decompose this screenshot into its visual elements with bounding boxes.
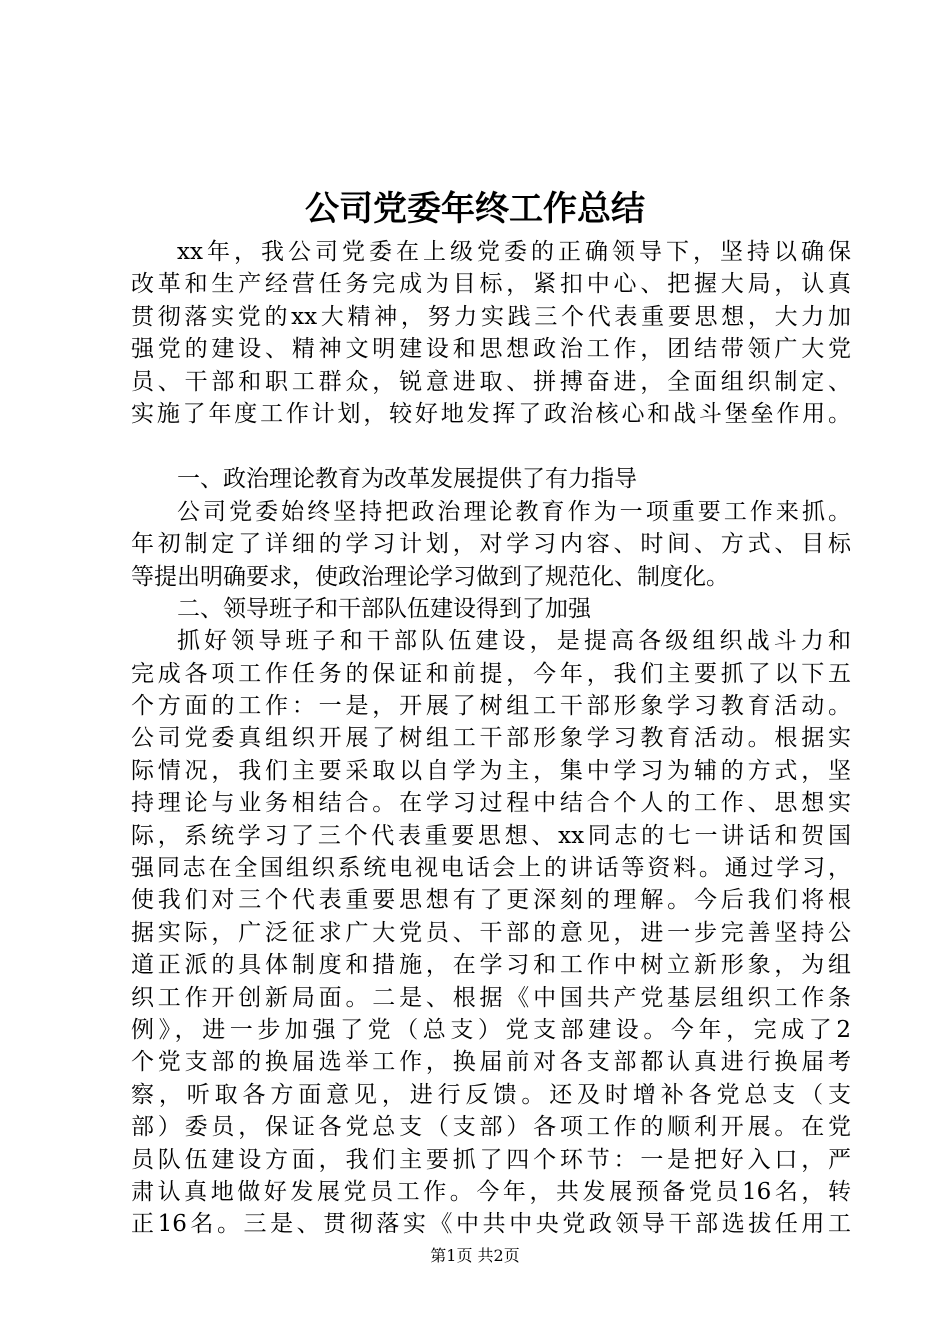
- text-line: xx年，我公司党委在上级党委的正确领导下，坚持以确保: [177, 239, 851, 265]
- text-line: 实施了年度工作计划，较好地发挥了政治核心和战斗堡垒作用。: [131, 400, 851, 427]
- paragraph-gap: [131, 430, 851, 463]
- text-line: 道正派的具体制度和措施，在学习和工作中树立新形象，为组: [131, 952, 851, 979]
- text-line: 际，系统学习了三个代表重要思想、xx同志的七一讲话和贺国: [131, 822, 851, 849]
- text-line: 员、干部和职工群众，锐意进取、拼搏奋进，全面组织制定、: [131, 368, 851, 395]
- text-line: 肃认真地做好发展党员工作。今年，共发展预备党员16名，转: [131, 1178, 851, 1205]
- text-line: 公司党委始终坚持把政治理论教育作为一项重要工作来抓。: [177, 498, 851, 525]
- text-line: 察，听取各方面意见，进行反馈。还及时增补各党总支（支: [131, 1081, 851, 1108]
- text-line: 完成各项工作任务的保证和前提，今年，我们主要抓了以下五: [131, 660, 851, 687]
- text-line: 例》，进一步加强了党（总支）党支部建设。今年，完成了2: [131, 1016, 851, 1043]
- page-footer: 第1页 共2页: [430, 1246, 520, 1265]
- text-line: 个方面的工作：一是，开展了树组工干部形象学习教育活动。: [131, 693, 851, 720]
- text-line: 部）委员，保证各党总支（支部）各项工作的顺利开展。在党: [131, 1114, 851, 1141]
- document-title: 公司党委年终工作总结: [305, 189, 645, 229]
- text-line: 强党的建设、精神文明建设和思想政治工作，团结带领广大党: [131, 336, 851, 363]
- text-line: 织工作开创新局面。二是、根据《中国共产党基层组织工作条: [131, 984, 851, 1011]
- text-line: 持理论与业务相结合。在学习过程中结合个人的工作、思想实: [131, 790, 851, 817]
- section-heading: 一、政治理论教育为改革发展提供了有力指导: [177, 466, 637, 493]
- text-line: 个党支部的换届选举工作，换届前对各支部都认真进行换届考: [131, 1049, 851, 1076]
- document-body: [131, 236, 851, 1241]
- text-line: 使我们对三个代表重要思想有了更深刻的理解。今后我们将根: [131, 887, 851, 914]
- text-line: 际情况，我们主要采取以自学为主，集中学习为辅的方式，坚: [131, 757, 851, 784]
- text-line: 等提出明确要求，使政治理论学习做到了规范化、制度化。: [131, 563, 729, 590]
- text-line: 强同志在全国组织系统电视电话会上的讲话等资料。通过学习，: [131, 855, 851, 882]
- section-heading: 二、领导班子和干部队伍建设得到了加强: [177, 595, 591, 622]
- text-line: 员队伍建设方面，我们主要抓了四个环节：一是把好入口，严: [131, 1146, 851, 1173]
- text-line: 公司党委真组织开展了树组工干部形象学习教育活动。根据实: [131, 725, 851, 752]
- text-line: 抓好领导班子和干部队伍建设，是提高各级组织战斗力和: [177, 628, 851, 655]
- text-line: 贯彻落实党的xx大精神，努力实践三个代表重要思想，大力加: [131, 303, 851, 330]
- text-line: 正16名。三是、贯彻落实《中共中央党政领导干部选拔任用工: [131, 1211, 851, 1238]
- text-line: 年初制定了详细的学习计划，对学习内容、时间、方式、目标: [131, 531, 851, 558]
- text-line: 改革和生产经营任务完成为目标，紧扣中心、把握大局，认真: [131, 271, 851, 298]
- text-line: 据实际，广泛征求广大党员、干部的意见，进一步完善坚持公: [131, 919, 851, 946]
